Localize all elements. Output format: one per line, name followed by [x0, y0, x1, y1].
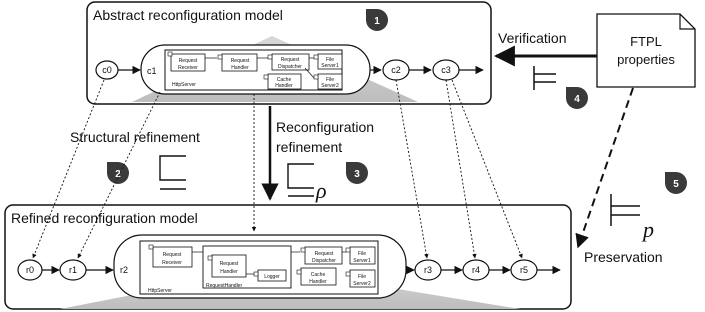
svg-text:Logger: Logger	[264, 274, 280, 280]
reconfiguration-label: Reconfiguration	[276, 119, 375, 135]
badge-5-label: 5	[673, 179, 679, 190]
svg-text:Request: Request	[230, 58, 250, 64]
state-r0-label: r0	[25, 265, 35, 275]
svg-text:Handler: Handler	[275, 83, 293, 89]
part-request-dispatcher	[268, 54, 309, 70]
svg-text:Request: Request	[314, 251, 334, 257]
part-file-server2	[314, 74, 342, 89]
state-c2[interactable]	[383, 60, 409, 80]
abstract-model-panel	[87, 2, 491, 104]
ftpl-properties-box	[597, 14, 695, 87]
svg-text:Dispatcher: Dispatcher	[278, 64, 302, 70]
ftpl-title: FTPL	[630, 34, 662, 49]
svg-text:Cache: Cache	[276, 77, 292, 83]
state-r5-label: r5	[519, 265, 529, 275]
badge-5	[665, 172, 687, 194]
badge-2-label: 2	[115, 169, 121, 180]
svg-text:Handler: Handler	[309, 279, 327, 285]
svg-text:Request: Request	[280, 57, 300, 63]
ftpl-subtitle: properties	[617, 52, 675, 67]
state-r3[interactable]	[415, 260, 441, 280]
svg-text:File: File	[357, 251, 367, 257]
state-r5[interactable]	[511, 260, 537, 280]
structural-refinement-label: Structural refinement	[70, 129, 200, 145]
state-r4[interactable]	[463, 260, 489, 280]
svg-text:Handler: Handler	[220, 269, 238, 275]
state-c2-label: c2	[391, 65, 401, 75]
badge-1	[366, 9, 388, 31]
abstract-httpserver-component	[165, 50, 342, 90]
state-r1-label: r1	[68, 265, 78, 275]
state-c0-label: c0	[102, 65, 112, 75]
refined-component-name: HttpServer	[148, 288, 172, 294]
state-c3-label: c3	[441, 65, 451, 75]
state-r1[interactable]	[60, 260, 86, 280]
refined-httpserver-component	[140, 241, 378, 294]
svg-text:Handler: Handler	[231, 65, 249, 71]
verification-label: Verification	[498, 30, 567, 46]
badge-1-label: 1	[374, 16, 380, 27]
refined-part-file-server1	[346, 247, 375, 264]
state-r0[interactable]	[18, 260, 42, 280]
rho-symbol: ρ	[316, 178, 327, 203]
state-r2-label: r2	[120, 265, 129, 275]
svg-text:Request: Request	[178, 58, 198, 64]
badge-4-label: 4	[574, 94, 580, 105]
abstract-component-name: HttpServer	[172, 82, 196, 88]
part-request-handler	[218, 54, 257, 71]
state-c0[interactable]	[96, 61, 118, 79]
svg-text:Request: Request	[162, 252, 182, 258]
svg-text:Request: Request	[219, 261, 239, 267]
state-r3-label: r3	[423, 265, 433, 275]
badge-3	[346, 162, 368, 184]
preservation-subscript: p	[643, 217, 654, 242]
badge-2	[107, 162, 129, 184]
refined-part-cache-handler	[297, 268, 336, 285]
svg-text:File: File	[357, 274, 367, 280]
structural-refinement-symbol	[160, 156, 186, 189]
svg-text:Receiver: Receiver	[178, 65, 198, 71]
state-c1-label: c1	[147, 66, 157, 76]
preserves-symbol	[611, 194, 640, 226]
satisfies-symbol	[534, 66, 556, 90]
preservation-label: Preservation	[584, 249, 663, 265]
abstract-model-title: Abstract reconfiguration model	[93, 7, 283, 23]
part-request-receiver	[168, 52, 205, 71]
refined-part-request-dispatcher	[301, 247, 342, 264]
request-handler-subcomponent	[203, 246, 291, 289]
svg-text:File: File	[325, 77, 335, 83]
refined-part-file-server2	[346, 270, 375, 287]
svg-text:Server2: Server2	[353, 281, 371, 287]
svg-text:Receiver: Receiver	[162, 260, 182, 266]
svg-text:Cache: Cache	[310, 272, 326, 278]
refined-model-title: Refined reconfiguration model	[11, 210, 198, 226]
state-r4-label: r4	[471, 265, 481, 275]
svg-text:Server1: Server1	[353, 258, 371, 264]
svg-text:Server2: Server2	[321, 83, 339, 89]
svg-text:Dispatcher: Dispatcher	[312, 258, 336, 264]
svg-text:Server1: Server1	[321, 63, 339, 69]
part-file-server1	[314, 54, 342, 69]
state-c3[interactable]	[433, 60, 459, 80]
svg-text:File: File	[325, 57, 335, 63]
reconfiguration-refinement-symbol	[288, 164, 314, 196]
part-cache-handler	[264, 74, 301, 89]
preservation-arrow	[578, 88, 633, 247]
badge-4	[566, 87, 588, 109]
refined-part-request-receiver	[149, 245, 192, 267]
badge-3-label: 3	[354, 169, 360, 180]
refined-sub-name: RequestHandler	[206, 283, 243, 289]
refined-model-panel	[5, 205, 571, 309]
refinement-label: refinement	[276, 139, 343, 155]
